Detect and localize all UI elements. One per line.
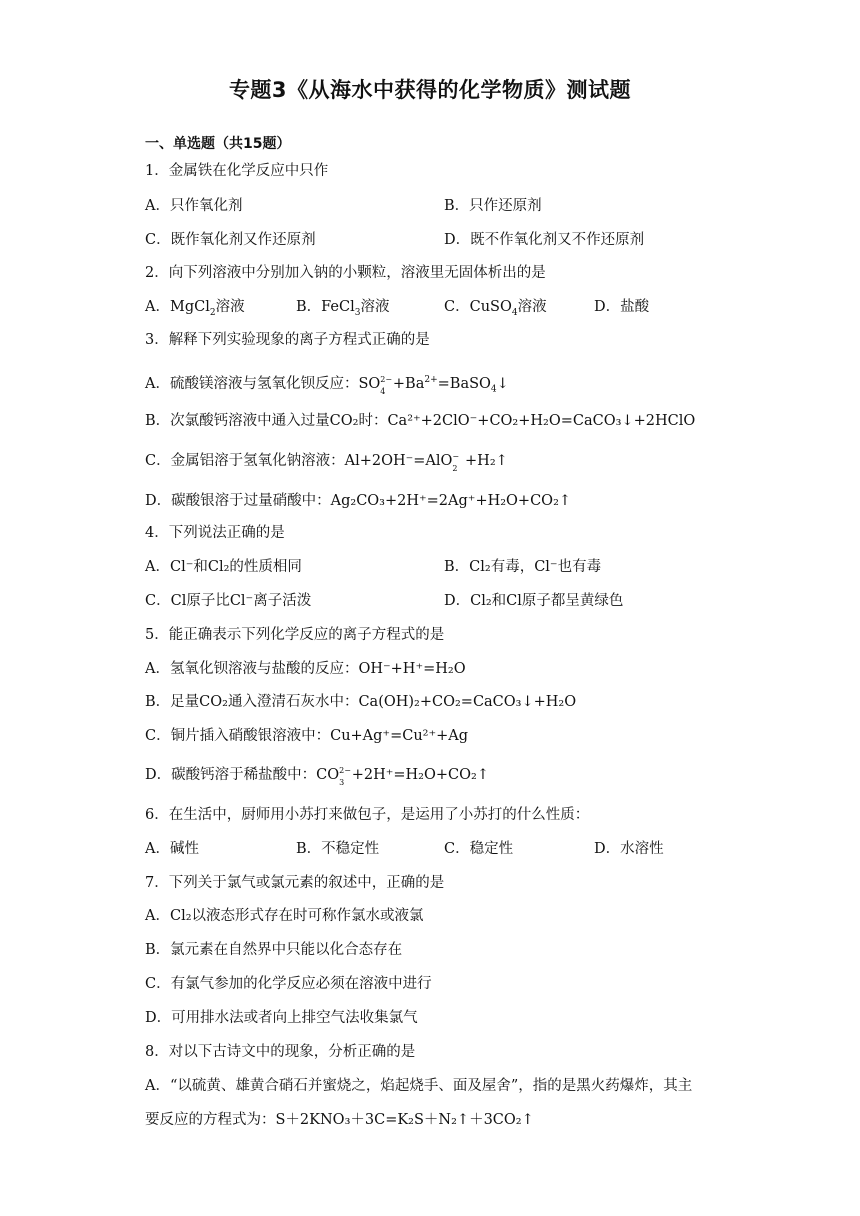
q6-option-c: C．稳定性	[444, 841, 514, 857]
q5-option-a: A．氢氧化钡溶液与盐酸的反应：OH⁻+H⁺=H₂O	[145, 661, 466, 677]
question-2-stem: 2．向下列溶液中分别加入钠的小颗粒，溶液里无固体析出的是	[145, 265, 546, 281]
q5-option-b: B．足量CO₂通入澄清石灰水中：Ca(OH)₂+CO₂=CaCO₃↓+H₂O	[145, 694, 577, 710]
question-6-stem: 6．在生活中，厨师用小苏打来做包子，是运用了小苏打的什么性质：	[145, 807, 590, 823]
question-1-stem: 1．金属铁在化学反应中只作	[145, 163, 329, 179]
q8-option-a-line2: 要反应的方程式为：S＋2KNO₃＋3C=K₂S＋N₂↑＋3CO₂↑	[145, 1112, 534, 1128]
q7-option-b: B．氯元素在自然界中只能以化合态存在	[145, 942, 403, 958]
q1-option-b: B．只作还原剂	[444, 198, 542, 214]
q5-option-d: D．碳酸钙溶于稀盐酸中：CO 2− 3 +2H⁺=H₂O+CO₂↑	[145, 766, 489, 787]
q4-option-d: D．Cl₂和Cl原子都呈黄绿色	[444, 593, 624, 609]
q4-option-c: C．Cl原子比Cl⁻离子活泼	[145, 593, 312, 609]
question-4-stem: 4．下列说法正确的是	[145, 525, 285, 541]
q1-option-c: C．既作氧化剂又作还原剂	[145, 232, 316, 248]
q1-option-a: A．只作氧化剂	[145, 198, 243, 214]
q3-option-c: C．金属铝溶于氢氧化钠溶液：Al+2OH⁻=AlO − 2 +H₂↑	[145, 452, 508, 473]
q6-option-a: A．碱性	[145, 841, 199, 857]
page-title: 专题3《从海水中获得的化学物质》测试题	[228, 78, 632, 102]
q8-option-a-line1: A．“以硫黄、雄黄合硝石并蜜烧之，焰起烧手、面及屋舍”，指的是黑火药爆炸，其主	[145, 1078, 693, 1094]
q5-option-c: C．铜片插入硝酸银溶液中：Cu+Ag⁺=Cu²⁺+Ag	[145, 728, 469, 744]
q4-option-b: B．Cl₂有毒，Cl⁻也有毒	[444, 559, 602, 575]
section-heading: 一、单选题（共15题）	[145, 136, 291, 152]
q4-option-a: A．Cl⁻和Cl₂的性质相同	[145, 559, 302, 575]
question-3-stem: 3．解释下列实验现象的离子方程式正确的是	[145, 332, 430, 348]
q7-option-d: D．可用排水法或者向上排空气法收集氯气	[145, 1010, 418, 1026]
q2-option-d: D．盐酸	[594, 299, 650, 315]
q2-option-a: A．MgCl$_2$溶液	[145, 299, 245, 318]
q3-option-a: A．硫酸镁溶液与氢氧化钡反应：SO 2− 4 $+Ba^{2+}=BaSO_4↓$	[145, 374, 509, 396]
q2-option-c: C．CuSO$_4$溶液	[444, 299, 547, 318]
q3-option-b: B．次氯酸钙溶液中通入过量CO₂时：Ca²⁺+2ClO⁻+CO₂+H₂O=CaCO₃↓+2HClO	[145, 413, 696, 429]
q6-option-b: B．不稳定性	[296, 841, 380, 857]
q7-option-a: A．Cl₂以液态形式存在时可称作氯水或液氯	[145, 908, 424, 924]
q6-option-d: D．水溶性	[594, 841, 664, 857]
q2-option-b: B．FeCl$_3$溶液	[296, 299, 390, 318]
question-5-stem: 5．能正确表示下列化学反应的离子方程式的是	[145, 627, 445, 643]
question-7-stem: 7．下列关于氯气或氯元素的叙述中，正确的是	[145, 875, 445, 891]
q3-option-d: D．碳酸银溶于过量硝酸中：Ag₂CO₃+2H⁺=2Ag⁺+H₂O+CO₂↑	[145, 493, 572, 509]
q1-option-d: D．既不作氧化剂又不作还原剂	[444, 232, 645, 248]
q7-option-c: C．有氯气参加的化学反应必须在溶液中进行	[145, 976, 432, 992]
question-8-stem: 8．对以下古诗文中的现象，分析正确的是	[145, 1044, 416, 1060]
